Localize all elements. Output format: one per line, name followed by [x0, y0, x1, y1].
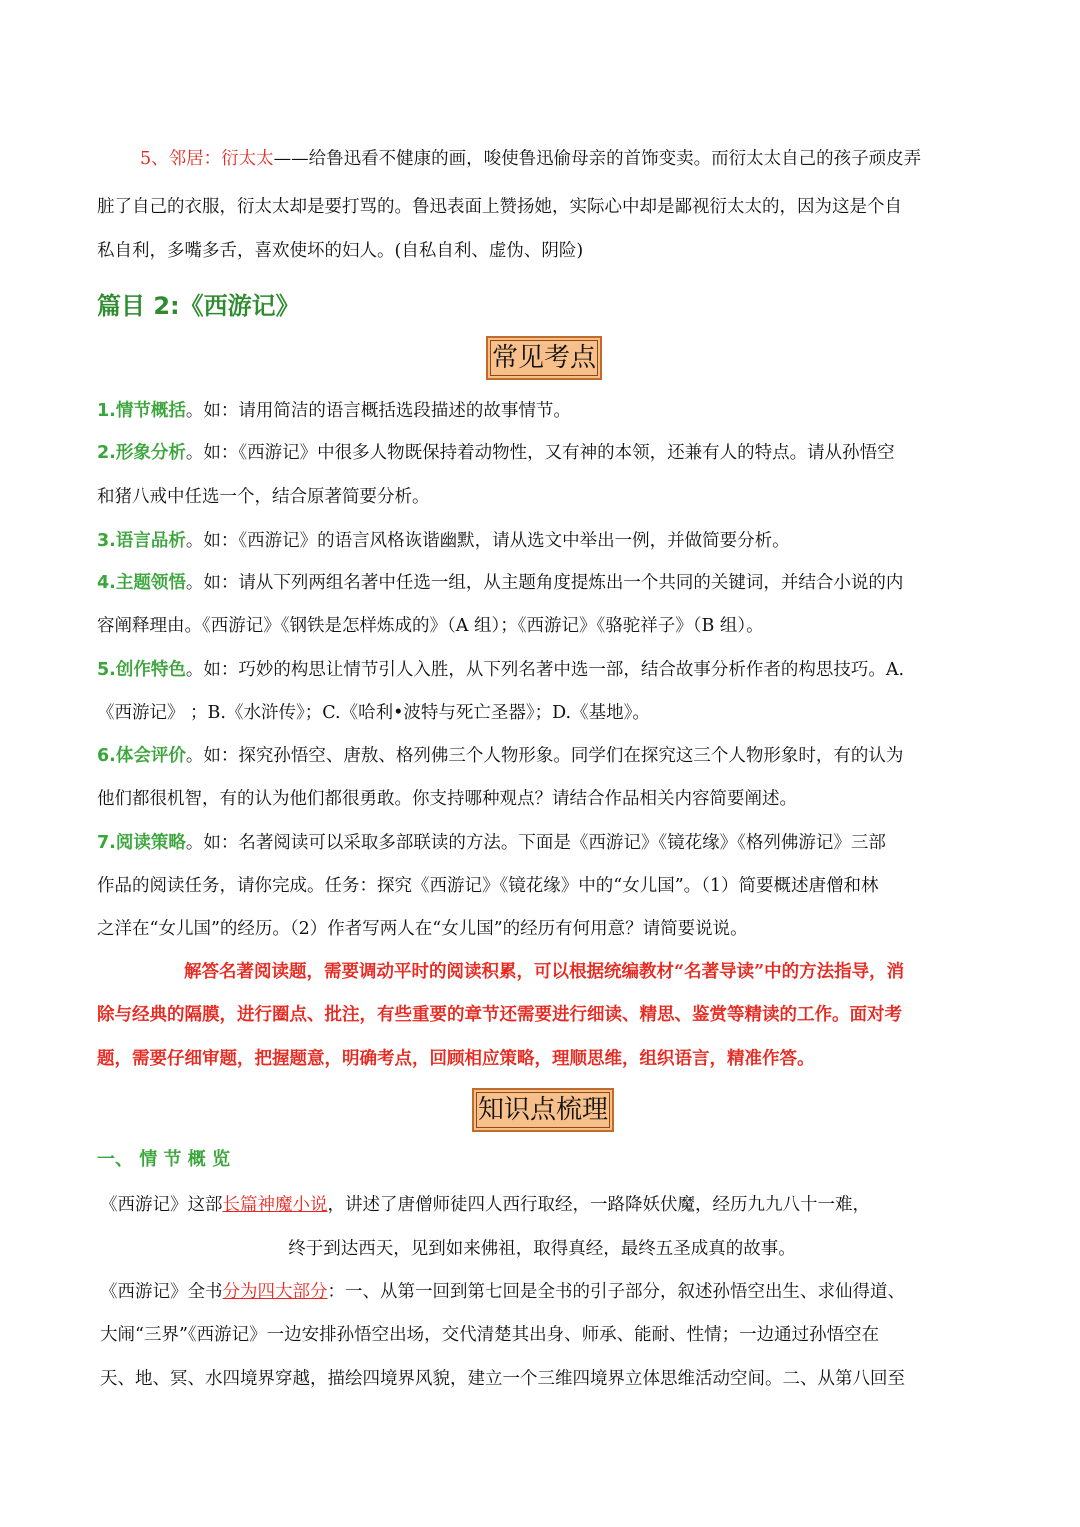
point-2-text: 。如：《西游记》中很多人物既保持着动物性，又有神的本领，还兼有人的特点。请从孙悟空: [185, 443, 895, 463]
sub-heading-plot-overview: 一、 情 节 概 览: [97, 1149, 231, 1170]
item5-line2: 脏了自己的衣服，衍太太却是要打骂的。鲁迅表面上赞扬她，实际心中却是鄙视衍太太的，因为这是个自: [97, 197, 902, 217]
point-5-text: 。如：巧妙的构思让情节引人入胜，从下列名著中选一部，结合故事分析作者的构思技巧。A.: [185, 660, 905, 680]
point-5: [97, 649, 987, 692]
item5-name: 衍太太: [221, 149, 274, 169]
tip-line1: 解答名著阅读题，需要调动平时的阅读积累，可以根据统编教材“名著导读”中的方法指导，消: [184, 962, 905, 982]
point-7-cont1: 作品的阅读任务，请你完成。任务：探究《西游记》《镜花缘》中的“女儿国”。（1）简要概述唐僧和林: [97, 876, 879, 896]
point-4: [97, 562, 987, 605]
section-title: 篇目 2:《西游记》: [97, 292, 300, 320]
overview-line1: [100, 1184, 990, 1227]
point-7-text: 。如：名著阅读可以采取多部联读的方法。下面是《西游记》《镜花缘》《格列佛游记》三部: [185, 833, 886, 853]
overview-line5: 天、地、冥、水四境界穿越，描绘四境界风貌，建立一个三维四境界立体思维活动空间。二、从第八回至: [100, 1369, 905, 1389]
point-1: [97, 390, 987, 433]
tip-line2: 除与经典的隔膜，进行圈点、批注，有些重要的章节还需要进行细读、精思、鉴赏等精读的工作。面对考: [97, 1005, 902, 1025]
overview-line2: 终于到达西天，见到如来佛祖，取得真经，最终五圣成真的故事。: [288, 1239, 796, 1259]
point-7-cont2: 之洋在“女儿国”的经历。（2）作者写两人在“女儿国”的经历有何用意？请简要说说。: [97, 919, 748, 939]
point-4-text: 。如：请从下列两组名著中任选一组，从主题角度提炼出一个共同的关键词，并结合小说的内: [185, 573, 904, 593]
overview-genre-link: 长篇神魔小说: [222, 1195, 328, 1215]
overview-four-parts-link: 分为四大部分: [222, 1282, 328, 1302]
point-1-text: 。如：请用简洁的语言概括选段描述的故事情节。: [185, 401, 571, 421]
overview-c1: 《西游记》全书: [100, 1282, 223, 1302]
point-6: [97, 735, 987, 778]
point-2-cont: 和猪八戒中任选一个，结合原著简要分析。: [97, 487, 430, 507]
point-4-cont: 容阐释理由。《西游记》《钢铁是怎样炼成的》（A 组）；《西游记》《骆驼祥子》（B 组）。: [97, 616, 764, 636]
point-7-label: 7.阅读策略: [97, 833, 186, 853]
item5-line3: 私自利，多嘴多舌，喜欢使坏的妇人。(自私自利、虚伪、阴险): [97, 241, 584, 261]
box-heading-common-points: 常见考点: [486, 336, 602, 380]
point-3-label: 3.语言品析: [97, 531, 186, 551]
point-4-label: 4.主题领悟: [97, 573, 186, 593]
box-heading-knowledge: 知识点梳理: [472, 1088, 614, 1132]
item5-text1: ——给鲁迅看不健康的画，唆使鲁迅偷母亲的首饰变卖。而衍太太自己的孩子顽皮弄: [273, 149, 922, 169]
point-3: [97, 520, 987, 563]
overview-a1: 《西游记》这部: [100, 1195, 223, 1215]
overview-c3: ：一、从第一回到第七回是全书的引子部分，叙述孙悟空出生、求仙得道、: [327, 1282, 905, 1302]
tip-line3: 题，需要仔细审题，把握题意，明确考点，回顾相应策略，理顺思维，组织语言，精准作答。: [97, 1049, 815, 1069]
point-7: [97, 822, 987, 865]
point-2-label: 2.形象分析: [97, 443, 186, 463]
point-2: [97, 432, 987, 475]
point-3-text: 。如：《西游记》的语言风格诙谐幽默，请从选文中举出一例，并做简要分析。: [185, 531, 790, 551]
point-6-text: 。如：探究孙悟空、唐敖、格列佛三个人物形象。同学们在探究这三个人物形象时，有的认为: [185, 746, 904, 766]
point-5-label: 5.创作特色: [97, 660, 186, 680]
point-1-label: 1.情节概括: [97, 401, 186, 421]
overview-a3: ，讲述了唐僧师徒四人西行取经，一路降妖伏魔，经历九九八十一难，: [327, 1195, 870, 1215]
item5-line1: [140, 138, 990, 181]
point-5-cont: 《西游记》 ；B.《水浒传》；C.《哈利•波特与死亡圣器》；D.《基地》。: [97, 703, 650, 723]
overview-line4: 大闹“三界”《西游记》一边安排孙悟空出场，交代清楚其出身、师承、能耐、性情；一边通过孙悟空在: [100, 1325, 880, 1345]
item5-label: 5、邻居：: [140, 149, 222, 169]
overview-line3: [100, 1271, 990, 1314]
point-6-cont: 他们都很机智，有的认为他们都很勇敢。你支持哪种观点？请结合作品相关内容简要阐述。: [97, 789, 797, 809]
point-6-label: 6.体会评价: [97, 746, 186, 766]
